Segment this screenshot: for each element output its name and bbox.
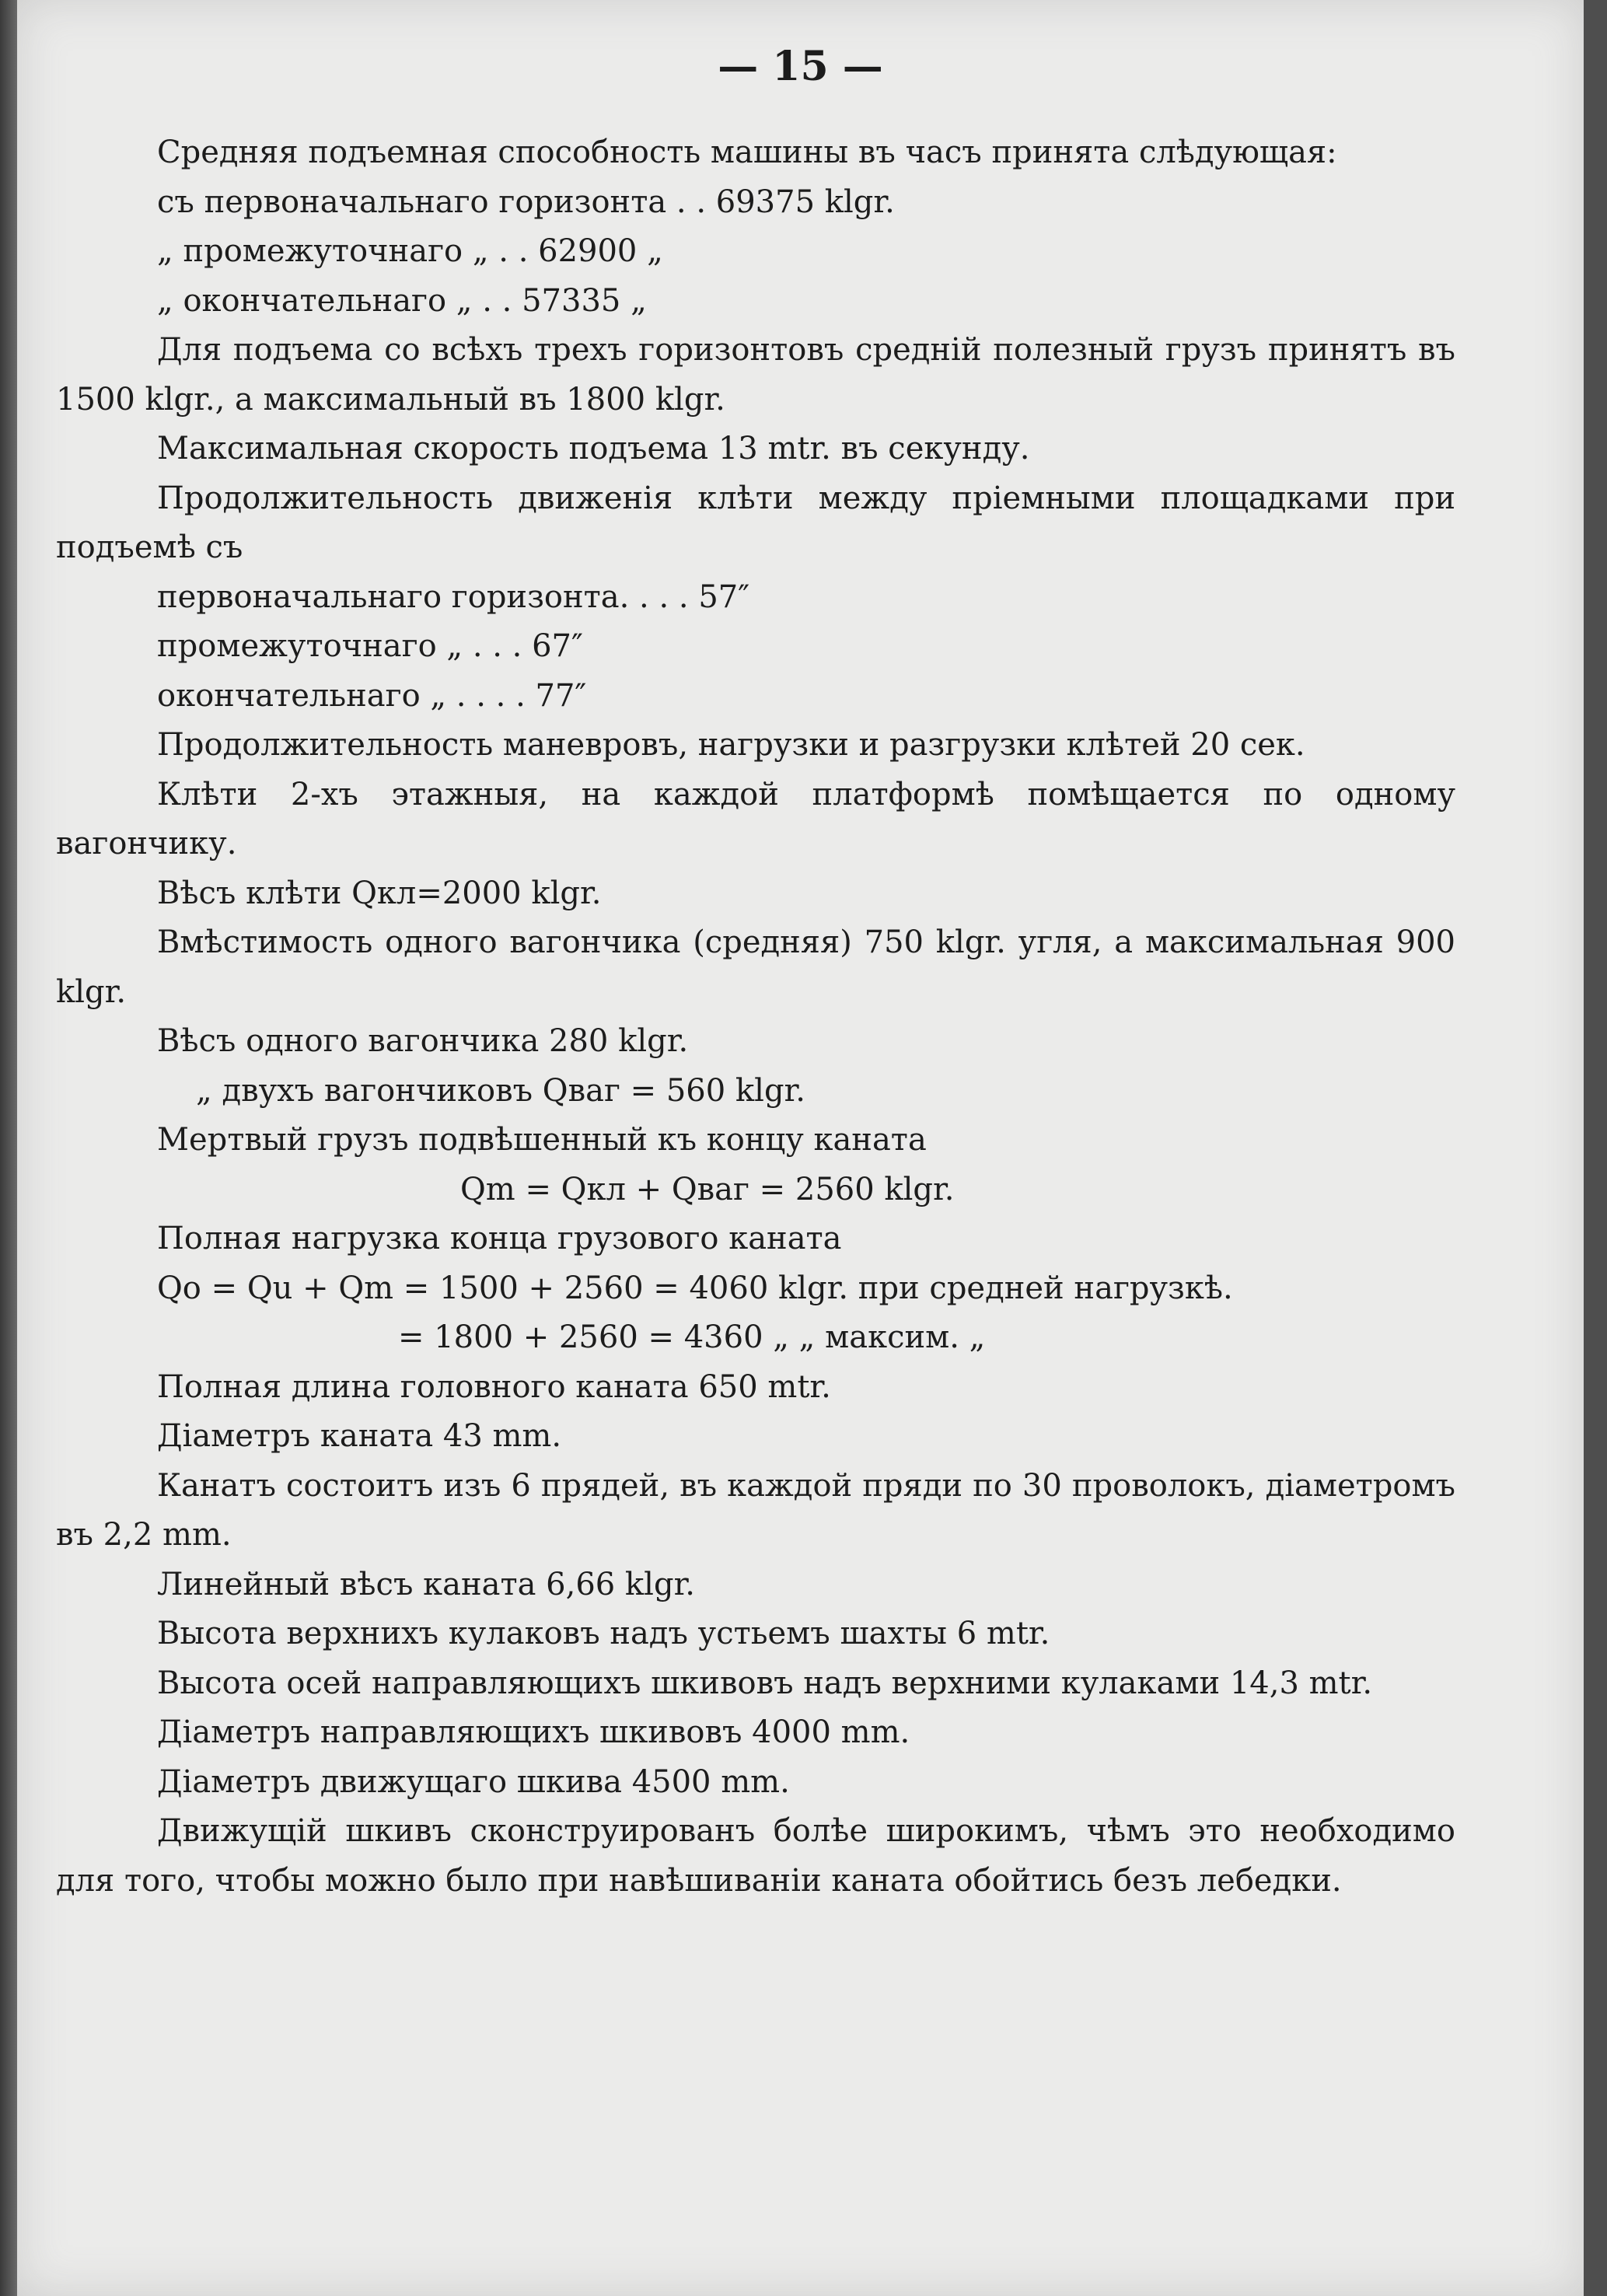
paragraph: Полная нагрузка конца грузового каната <box>157 1221 842 1256</box>
paragraph: Средняя подъемная способность машины въ часъ принята слѣдующая: <box>157 135 1337 170</box>
paragraph: Вѣсъ клѣти Qкл=2000 klgr. <box>157 875 602 911</box>
paragraph: Вѣсъ одного вагончика 280 klgr. <box>157 1023 689 1059</box>
paragraph: Мертвый грузъ подвѣшенный къ концу каната <box>157 1122 927 1158</box>
book-page <box>17 0 1584 2296</box>
paragraph: Для подъема со всѣхъ трехъ горизонтовъ среднiй полезный грузъ принятъ въ 1500 klgr., а максимальный въ 1800 klgr. <box>56 332 1455 418</box>
paragraph: Діаметръ движущаго шкива 4500 mm. <box>157 1763 790 1800</box>
paragraph: Линейный вѣсъ каната 6,66 klgr. <box>157 1566 696 1602</box>
formula: Qo = Qu + Qm = 1500 + 2560 = 4060 klgr. при средней нагрузкѣ. <box>157 1270 1233 1306</box>
paragraph: Высота осей направляющихъ шкивовъ надъ верхними кулаками 14,3 mtr. <box>157 1665 1373 1701</box>
paragraph: Движущій шкивъ сконструированъ болѣе широкимъ, чѣмъ это необходимо для того, чтобы можно было при навѣшиваніи каната обойтись безъ лебедки. <box>56 1813 1455 1899</box>
list-item: съ первоначальнаго горизонта . . 69375 klgr. <box>157 183 895 220</box>
paragraph: Продолжительность движенія клѣти между пріемными площадками при подъемѣ съ <box>56 480 1455 565</box>
list-item: окончательнаго „ . . . . 77″ <box>157 677 587 714</box>
paragraph: Высота верхнихъ кулаковъ надъ устьемъ шахты 6 mtr. <box>157 1616 1050 1651</box>
page-number: — 15 — <box>718 43 883 90</box>
paragraph: Вмѣстимость одного вагончика (средняя) 750 klgr. угля, а максимальная 900 klgr. <box>56 924 1455 1010</box>
formula: Qm = Qкл + Qваг = 2560 klgr. <box>460 1171 955 1207</box>
list-item: промежуточнаго „ . . . 67″ <box>157 628 583 664</box>
paragraph: Максимальная скорость подъема 13 mtr. въ секунду. <box>157 431 1030 467</box>
paragraph: Продолжительность маневровъ, нагрузки и разгрузки клѣтей 20 сек. <box>157 727 1305 763</box>
paragraph: Діаметръ направляющихъ шкивовъ 4000 mm. <box>157 1714 910 1750</box>
paragraph: Канатъ состоитъ изъ 6 прядей, въ каждой пряди по 30 проволокъ, діаметромъ въ 2,2 mm. <box>56 1467 1455 1553</box>
paragraph: Діаметръ каната 43 mm. <box>157 1418 562 1454</box>
paragraph: Полная длина головного каната 650 mtr. <box>157 1368 831 1405</box>
formula: = 1800 + 2560 = 4360 „ „ максим. „ <box>398 1319 986 1355</box>
list-item: „ двухъ вагончиковъ Qваг = 560 klgr. <box>196 1072 805 1109</box>
list-item: первоначальнаго горизонта. . . . 57″ <box>157 578 750 615</box>
list-item: „ окончательнаго „ . . 57335 „ <box>157 282 647 319</box>
paragraph: Клѣти 2-хъ этажныя, на каждой платформѣ помѣщается по одному вагончику. <box>56 776 1455 861</box>
body-text <box>56 128 1455 1906</box>
list-item: „ промежуточнаго „ . . 62900 „ <box>157 233 663 269</box>
book-spine-shadow <box>0 0 17 2296</box>
